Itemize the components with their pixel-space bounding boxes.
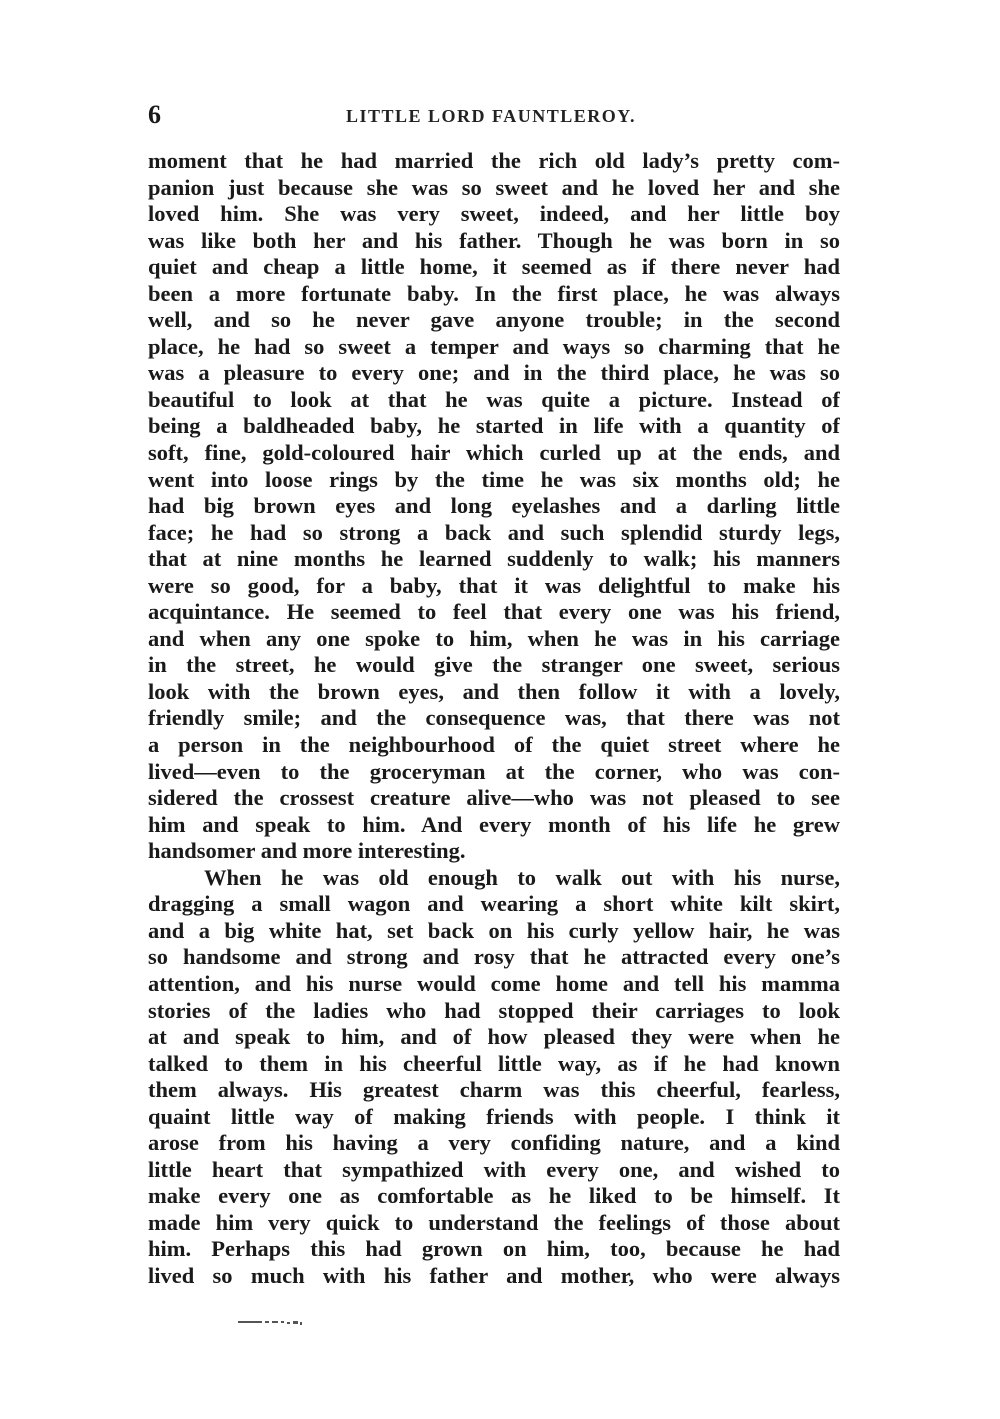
paragraph-end-line: handsomer and more interesting. <box>148 838 466 864</box>
text-line: talked to them in his cheerful little way, as if he had known <box>148 1050 840 1076</box>
text-line: friendly smile; and the consequence was, that there was not <box>148 705 840 731</box>
text-line: him and speak to him. And every month of his life he grew <box>148 811 840 837</box>
text-line: make every one as comfortable as he liked to be himself. It <box>148 1183 840 1209</box>
text-line: attention, and his nurse would come home and tell his mamma <box>148 970 840 996</box>
text-line: stories of the ladies who had stopped their carriages to look <box>148 997 840 1023</box>
page-number: 6 <box>148 100 161 129</box>
text-line: soft, fine, gold-coloured hair which curled up at the ends, and <box>148 440 840 466</box>
text-line: lived—even to the groceryman at the corner, who was con- <box>148 758 840 784</box>
text-line: was a pleasure to every one; and in the third place, he was so <box>148 360 840 386</box>
text-line: place, he had so sweet a temper and ways so charming that he <box>148 333 840 359</box>
text-line: and when any one spoke to him, when he was in his carriage <box>148 625 840 651</box>
text-line: face; he had so strong a back and such splendid sturdy legs, <box>148 519 840 545</box>
smudge-dots <box>238 1321 302 1325</box>
page-header <box>148 100 840 130</box>
text-line: dragging a small wagon and wearing a short white kilt skirt, <box>148 891 840 917</box>
text-line: beautiful to look at that he was quite a picture. Instead of <box>148 386 840 412</box>
text-line: panion just because she was so sweet and he loved her and she <box>148 174 840 200</box>
text-line: little heart that sympathized with every one, and wished to <box>148 1156 840 1182</box>
paragraph-start-line: When he was old enough to walk out with his nurse, <box>204 864 840 890</box>
text-line: them always. His greatest charm was this cheerful, fearless, <box>148 1077 840 1103</box>
text-line: quiet and cheap a little home, it seemed as if there never had <box>148 254 840 280</box>
body-text <box>148 148 840 1290</box>
text-line: look with the brown eyes, and then follow it with a lovely, <box>148 678 840 704</box>
text-line: at and speak to him, and of how pleased they were when he <box>148 1024 840 1050</box>
text-line: been a more fortunate baby. In the first place, he was always <box>148 280 840 306</box>
text-line: lived so much with his father and mother, who were always <box>148 1262 840 1288</box>
text-line: well, and so he never gave anyone trouble; in the second <box>148 307 840 333</box>
text-line: quaint little way of making friends with people. I think it <box>148 1103 840 1129</box>
text-line: were so good, for a baby, that it was delightful to make his <box>148 572 840 598</box>
text-line: acquintance. He seemed to feel that every one was his friend, <box>148 599 840 625</box>
text-line: a person in the neighbourhood of the quiet street where he <box>148 732 840 758</box>
text-line: had big brown eyes and long eyelashes and a darling little <box>148 493 840 519</box>
text-line: went into loose rings by the time he was six months old; he <box>148 466 840 492</box>
text-line: in the street, he would give the stranger one sweet, serious <box>148 652 840 678</box>
running-title: LITTLE LORD FAUNTLEROY. <box>346 106 637 126</box>
text-line: and a big white hat, set back on his curly yellow hair, he was <box>148 917 840 943</box>
text-line: moment that he had married the rich old lady’s pretty com- <box>148 148 840 173</box>
text-line: so handsome and strong and rosy that he attracted every one’s <box>148 944 840 970</box>
text-line: that at nine months he learned suddenly to walk; his manners <box>148 546 840 572</box>
text-line: was like both her and his father. Though he was born in so <box>148 227 840 253</box>
text-line: loved him. She was very sweet, indeed, and her little boy <box>148 201 840 227</box>
printer-smudge-mark <box>238 1318 318 1328</box>
text-line: arose from his having a very confiding nature, and a kind <box>148 1130 840 1156</box>
text-line: him. Perhaps this had grown on him, too, because he had <box>148 1236 840 1262</box>
text-line: made him very quick to understand the feelings of those about <box>148 1209 840 1235</box>
text-line: being a baldheaded baby, he started in life with a quantity of <box>148 413 840 439</box>
text-line: sidered the crossest creature alive—who was not pleased to see <box>148 785 840 811</box>
